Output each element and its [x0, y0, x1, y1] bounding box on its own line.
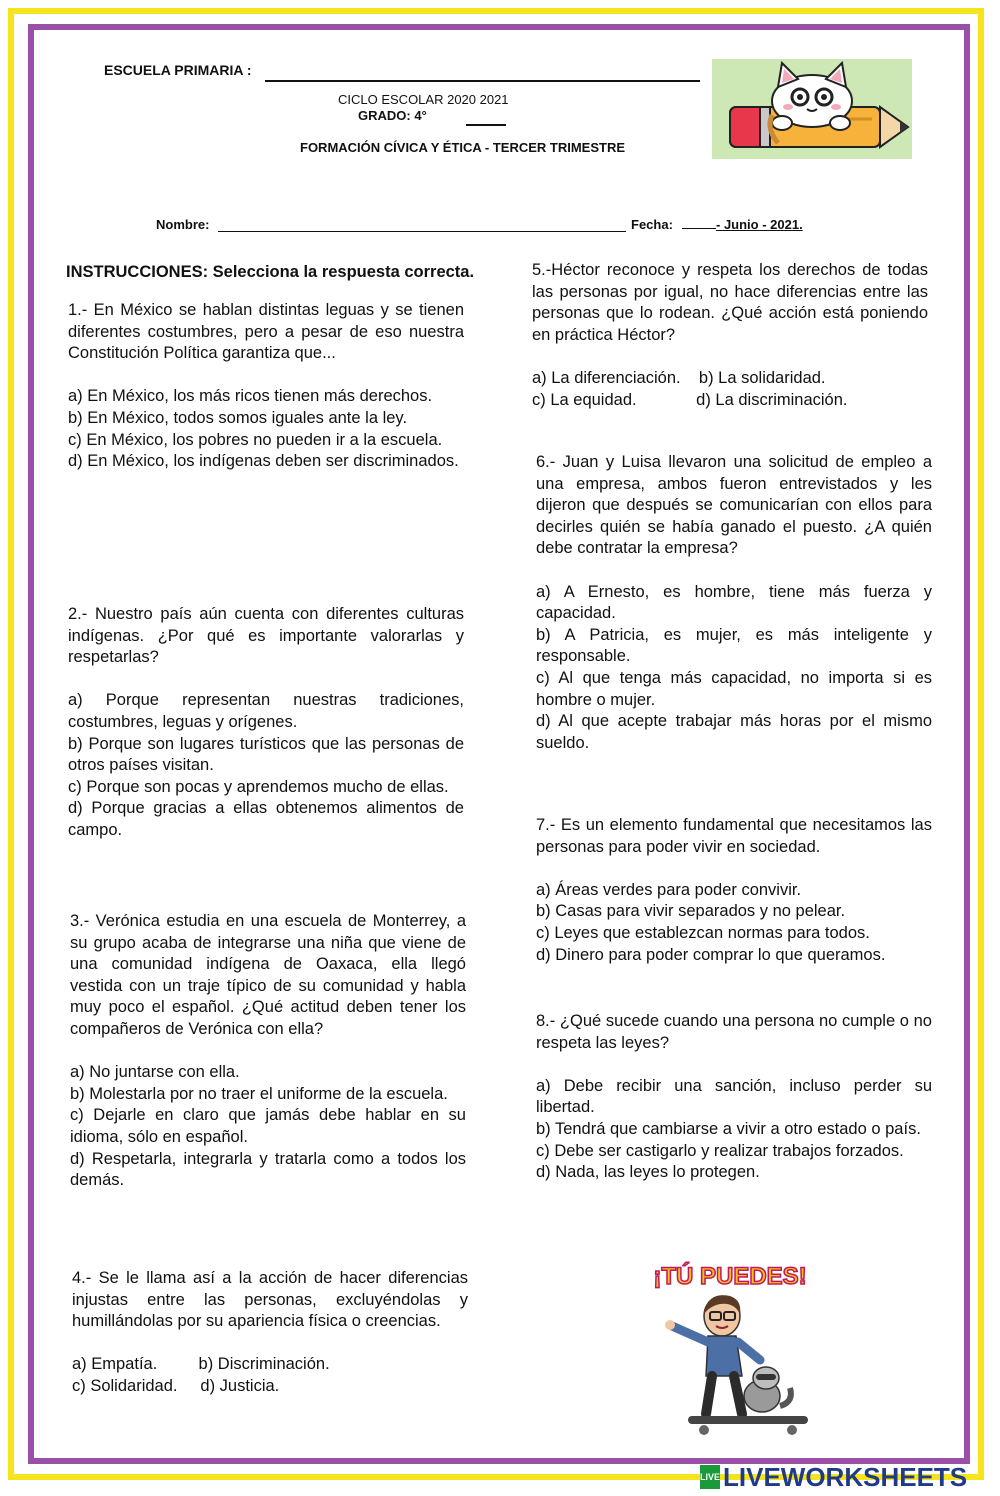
tu-puedes-illustration: [630, 1256, 830, 1441]
question-8-option-c[interactable]: c) Debe ser castigarlo y realizar trabajos forzados.: [536, 1141, 904, 1160]
question-1: [68, 300, 464, 473]
question-1-option-c[interactable]: c) En México, los pobres no pueden ir a la escuela.: [68, 430, 443, 449]
grade-label: GRADO: 4°: [358, 108, 427, 123]
question-8-option-b[interactable]: b) Tendrá que cambiarse a vivir a otro estado o país.: [536, 1119, 921, 1138]
question-2-prompt: 2.- Nuestro país aún cuenta con diferentes culturas indígenas. ¿Por qué es importante valorarlas y respetarlas?: [68, 605, 464, 667]
question-4-options-row-1[interactable]: a) Empatía. b) Discriminación.: [72, 1355, 330, 1374]
question-2: [68, 604, 464, 842]
question-5: [532, 260, 928, 411]
subject-title: FORMACIÓN CÍVICA Y ÉTICA - TERCER TRIMESTRE: [300, 140, 626, 155]
question-8-option-d[interactable]: d) Nada, las leyes lo protegen.: [536, 1163, 760, 1182]
instructions: INSTRUCCIONES: Selecciona la respuesta correcta.: [66, 263, 475, 281]
tu-puedes-text: ¡TÚ PUEDES!: [653, 1263, 807, 1290]
question-5-options-row-1[interactable]: a) La diferenciación. b) La solidaridad.: [532, 368, 826, 387]
question-3-option-d[interactable]: d) Respetarla, integrarla y tratarla como a todos los demás.: [70, 1149, 466, 1190]
question-1-prompt: 1.- En México se hablan distintas leguas y se tienen diferentes costumbres, pero a pesar de eso nuestra Constitución Política garantiza que...: [68, 301, 464, 363]
question-3-option-c[interactable]: c) Dejarle en claro que jamás debe hablar en su idioma, sólo en español.: [70, 1106, 466, 1146]
question-1-option-d[interactable]: d) En México, los indígenas deben ser discriminados.: [68, 452, 459, 471]
question-8-prompt: 8.- ¿Qué sucede cuando una persona no cumple o no respeta las leyes?: [536, 1012, 932, 1052]
question-6-option-d[interactable]: d) Al que acepte trabajar más horas por el mismo sueldo.: [536, 712, 932, 752]
question-1-option-a[interactable]: a) En México, los más ricos tienen más derechos.: [68, 387, 433, 406]
cat-pencil-illustration: [712, 59, 912, 159]
school-blank-line: [265, 80, 700, 82]
question-3-option-a[interactable]: a) No juntarse con ella.: [70, 1063, 240, 1082]
question-6: [536, 452, 932, 754]
question-5-prompt: 5.-Héctor reconoce y respeta los derechos de todas las personas por igual, no hace diferencias entre las personas que lo rodean. ¿Qué acción está poniendo en práctica Héctor?: [532, 261, 928, 344]
question-2-option-b[interactable]: b) Porque son lugares turísticos que las personas de otros países visitan.: [68, 734, 464, 775]
question-1-option-b[interactable]: b) En México, todos somos iguales ante la ley.: [68, 408, 408, 427]
date-value: [682, 217, 803, 232]
day-blank: [682, 228, 716, 229]
question-6-prompt: 6.- Juan y Luisa llevaron una solicitud de empleo a una empresa, ambos fueron entrevistados y les dijeron que después se comunicarían con ellos para decirles quién se había ganado el puesto. ¿A quién debe contratar la empresa?: [536, 453, 932, 558]
date-label: Fecha:: [631, 217, 673, 232]
skateboard-boy-icon: [630, 1256, 830, 1441]
question-6-option-c[interactable]: c) Al que tenga más capacidad, no importa si es hombre o mujer.: [536, 668, 932, 709]
question-4-options-row-2[interactable]: c) Solidaridad. d) Justicia.: [72, 1376, 280, 1395]
school-label: ESCUELA PRIMARIA :: [104, 62, 252, 78]
question-7-prompt: 7.- Es un elemento fundamental que necesitamos las personas para poder vivir en sociedad.: [536, 816, 932, 856]
question-3-prompt: 3.- Verónica estudia en una escuela de Monterrey, a su grupo acaba de integrarse una niña que viene de una comunidad indígena de Oaxaca, ella llegó vestida con un traje típico de su comunidad y habla muy poco el español. ¿Qué actitud deben tener los compañeros de Verónica con ella?: [70, 912, 466, 1038]
live-badge-icon: [700, 1465, 720, 1489]
question-4: [72, 1268, 468, 1398]
question-8-option-a[interactable]: a) Debe recibir una sanción, incluso perder su libertad.: [536, 1076, 932, 1117]
question-2-option-a[interactable]: a) Porque representan nuestras tradiciones, costumbres, leguas y orígenes.: [68, 691, 464, 731]
question-2-option-c[interactable]: c) Porque son pocas y aprendemos mucho de ellas.: [68, 777, 449, 796]
question-6-option-a[interactable]: a) A Ernesto, es hombre, tiene más fuerza y capacidad.: [536, 582, 932, 623]
question-7-option-d[interactable]: d) Dinero para poder comprar lo que queramos.: [536, 945, 886, 964]
question-2-option-d[interactable]: d) Porque gracias a ellas obtenemos alimentos de campo.: [68, 799, 464, 839]
liveworksheets-brand: [700, 1462, 996, 1492]
school-cycle: CICLO ESCOLAR 2020 2021: [338, 92, 509, 107]
question-7-option-b[interactable]: b) Casas para vivir separados y no pelear.: [536, 902, 846, 921]
date-text: - Junio - 2021.: [716, 217, 803, 232]
name-blank-line: [218, 231, 626, 232]
question-3-option-b[interactable]: b) Molestarla por no traer el uniforme de la escuela.: [70, 1084, 448, 1103]
name-label: Nombre:: [156, 217, 210, 232]
cat-pencil-icon: [712, 59, 912, 159]
brand-name: LIVEWORKSHEETS: [723, 1461, 968, 1492]
question-3: [70, 911, 466, 1192]
question-7: [536, 815, 932, 966]
live-badge-text: LIVE: [700, 1472, 721, 1482]
question-6-option-b[interactable]: b) A Patricia, es mujer, es más inteligente y responsable.: [536, 625, 932, 666]
question-4-prompt: 4.- Se le llama así a la acción de hacer diferencias injustas entre las personas, excluyéndolas y humillándolas por su apariencia física o creencias.: [72, 1269, 468, 1331]
grade-blank-line: [466, 124, 506, 126]
question-7-option-a[interactable]: a) Áreas verdes para poder convivir.: [536, 880, 802, 899]
question-8: [536, 1011, 932, 1184]
question-5-options-row-2[interactable]: c) La equidad. d) La discriminación.: [532, 390, 848, 409]
question-7-option-c[interactable]: c) Leyes que establezcan normas para todos.: [536, 923, 870, 942]
